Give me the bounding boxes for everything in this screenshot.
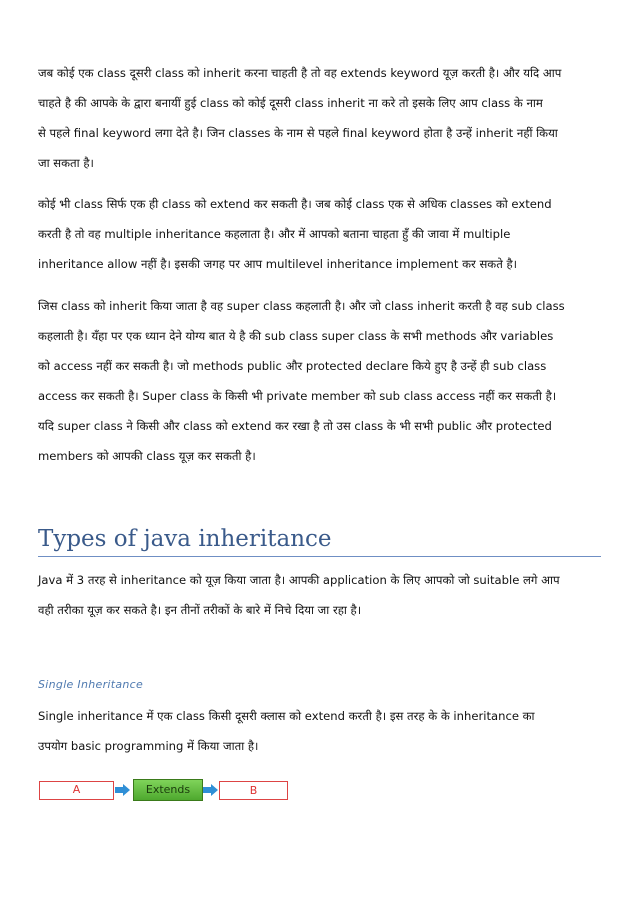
text-line: चाहते है की आपके के द्वारा बनायीं हुई class को कोई दूसरी class inherit ना करे तो इसके लिए आप class के नाम bbox=[38, 96, 543, 110]
paragraph-multiple-inheritance bbox=[38, 195, 606, 285]
text-line: Single inheritance में एक class किसी दूसरी क्लास को extend करती है। इस तरह के के inheritance का bbox=[38, 709, 535, 723]
subsection-heading: Single Inheritance bbox=[38, 678, 144, 691]
text-line: जब कोई एक class दूसरी class को inherit करना चाहती है तो वह extends keyword यूज़ करती है। और यदि आप bbox=[38, 66, 562, 80]
text-line: से पहले final keyword लगा देते है। जिन classes के नाम से पहले final keyword होता है उन्हें inherit नहीं किया bbox=[38, 126, 558, 140]
text-line: जा सकता है। bbox=[38, 156, 94, 170]
right-arrow-icon bbox=[203, 784, 219, 796]
text-line: members को आपकी class यूज़ कर सकती है। bbox=[38, 449, 256, 463]
class-a-box: A bbox=[39, 781, 114, 800]
text-line: access कर सकती है। Super class के किसी भी private member को sub class access नहीं कर सकती है। bbox=[38, 389, 557, 403]
text-line: करती है तो वह multiple inheritance कहलाता है। और में आपको बताना चाहता हुँ की जावा में multiple bbox=[38, 227, 511, 241]
right-arrow-icon bbox=[115, 784, 131, 796]
text-line: को access नहीं कर सकती है। जो methods public और protected declare किये हुए है उन्हें ही sub class bbox=[38, 359, 547, 373]
paragraph-single-inheritance bbox=[38, 707, 606, 767]
text-line: जिस class को inherit किया जाता है वह super class कहलाती है। और जो class inherit करती है वह sub class bbox=[38, 299, 565, 313]
text-line: यदि super class ने किसी और class को extend कर रखा है तो उस class के भी सभी public और protected bbox=[38, 419, 552, 433]
text-line: उपयोग basic programming में किया जाता है। bbox=[38, 739, 259, 753]
single-inheritance-diagram bbox=[38, 777, 298, 807]
text-line: inheritance allow नहीं है। इसकी जगह पर आप multilevel inheritance implement कर सकते है। bbox=[38, 257, 518, 271]
extends-box: Extends bbox=[133, 779, 203, 801]
text-line: कोई भी class सिर्फ एक ही class को extend कर सकती है। जब कोई class एक से अधिक classes को extend bbox=[38, 197, 552, 211]
text-line: कहलाती है। यँहा पर एक ध्यान देने योग्य बात ये है की sub class super class के सभी methods और variables bbox=[38, 329, 554, 343]
text-line: वही तरीका यूज़ कर सकते है। इन तीनों तरीकों के बारे में निचे दिया जा रहा है। bbox=[38, 603, 362, 617]
text-line: Java में 3 तरह से inheritance को यूज़ किया जाता है। आपकी application के लिए आपको जो suitable लगे आप bbox=[38, 573, 560, 587]
class-b-box: B bbox=[219, 781, 288, 800]
paragraph-super-sub-class bbox=[38, 297, 606, 477]
section-heading: Types of java inheritance bbox=[38, 524, 601, 557]
paragraph-types-intro bbox=[38, 571, 606, 631]
paragraph-intro bbox=[38, 64, 606, 184]
